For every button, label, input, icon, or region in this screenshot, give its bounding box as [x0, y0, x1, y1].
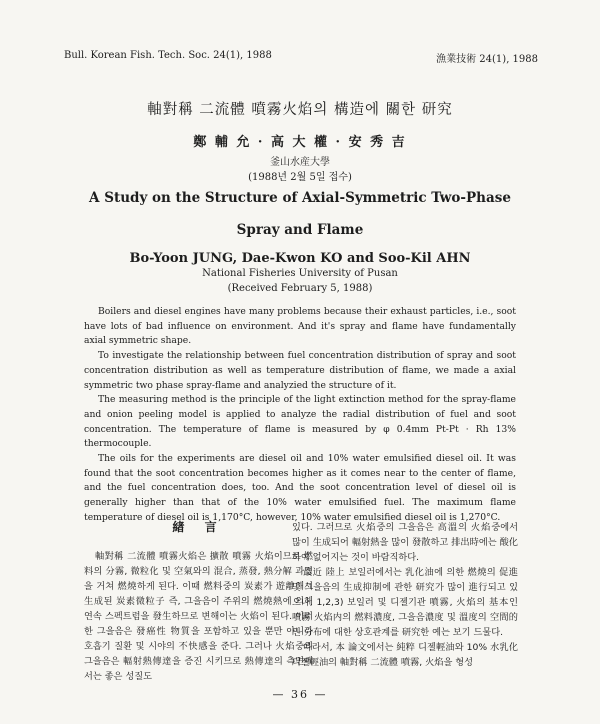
korean-title: 軸對稱 二流體 噴霧火焰의 構造에 關한 研究: [147, 102, 453, 118]
english-affiliation: National Fisheries University of Pusan: [202, 268, 398, 279]
korean-authors: 鄭 輔 允 · 高 大 權 · 安 秀 吉: [193, 135, 407, 150]
korean-received-date: (1988년 2월 5일 접수): [248, 172, 352, 183]
page-number: — 36 —: [272, 688, 328, 701]
abstract-paragraph: To investigate the relationship between fuel concentration distribution of spray and soot concentration distribution as well as temperature distribution of flame, we made a axial symmetric two phase spray-flame and analyzied the structure of it.: [84, 350, 516, 391]
abstract-paragraph: The measuring method is the principle of the light extinction method for the spray-flame and onion peeling model is applied to analyze the radial distribution of fuel and soot concentration. The temperature of flame is measured by φ 0.4mm Pt-Pt · Rh 13% thermocouple.: [84, 394, 516, 450]
english-received-date: (Received February 5, 1988): [227, 283, 373, 294]
journal-header-right: 漁業技術 24(1), 1988: [436, 54, 538, 65]
journal-header-left: Bull. Korean Fish. Tech. Soc. 24(1), 1988: [64, 50, 272, 61]
korean-affiliation: 釜山水産大學: [270, 157, 330, 168]
body-column-left: [84, 520, 313, 684]
abstract-paragraph: Boilers and diesel engines have many problems because their exhaust particles, i.e., soot have lots of bad influence on environment. And it's spray and flame have fundamentally axial symmetric shape.: [84, 306, 516, 347]
abstract: [84, 305, 516, 526]
english-authors: Bo-Yoon JUNG, Dae-Kwon KO and Soo-Kil AHN: [129, 251, 471, 266]
abstract-paragraph: The oils for the experiments are diesel oil and 10% water emulsified diesel oil. It was found that the soot concentration becomes higher as it comes near to the center of flame, and the fuel concentration does, too. And the soot concentration level of diesel oil is generally higher than that of the 10% water emulsified fuel. The maximum flame temperature of diesel oil is 1,170°C, however, 10% water emulsified diesel oil is 1,270°C.: [84, 453, 516, 523]
body-paragraph: 있다. 그러므로 火焰중의 그을음은 高溫의 火焰중에서 많이 生成되어 輻射熱을 많이 發散하고 排出時에는 酸化하여 없어지는 것이 바람직하다.: [292, 522, 518, 563]
section-heading: 緖 言: [172, 520, 225, 534]
body-column-right: [292, 520, 518, 670]
body-paragraph: 따라서, 本 論文에서는 純粹 디젤輕油와 10% 水乳化 디젤輕油의 軸對稱 二流體 噴霧, 火焰을 형성: [292, 642, 518, 668]
english-title-line1: A Study on the Structure of Axial-Symmetric Two-Phase: [89, 190, 511, 206]
body-paragraph: 最近 陸上 보일러에서는 乳化油에 의한 燃燒의 促進 및 그을음의 生成抑制에 관한 研究가 많이 進行되고 있으나, 1,2,3) 보일러 및 디젤기관 噴霧, 火焰의 基本인 噴霧 火焰内의 燃料濃度, 그을음濃度 및 溫度의 空間的인 分布에 대한 상호관계를 研究한 예는 보기 드물다.: [292, 567, 518, 638]
english-title-line2: Spray and Flame: [236, 222, 364, 238]
body-paragraph: 軸對稱 二流體 噴霧火焰은 擴散 噴霧 火焰이므로 燃料의 分霧, 微粒化 및 空氣와의 混合, 蒸發, 熱分解 과정을 거쳐 燃燒하게 된다. 이때 燃料중의 炭素가 遊離해서 生成된 炭素微粒子 즉, 그을음이 주위의 燃燒熱에 의해 연속 스펙트럼을 發生하므로 변해이는 火焰이 된다. 이러한 그을음은 發癌性 物質을 포함하고 있을 뿐만 아니라 호흡기 질환 및 시야의 不快感을 준다. 그러나 火焰중의 그을음은 輻射熱傳達을 증진 시키므로 熱傳達의 측면에서는 좋은 성질도: [84, 551, 313, 682]
